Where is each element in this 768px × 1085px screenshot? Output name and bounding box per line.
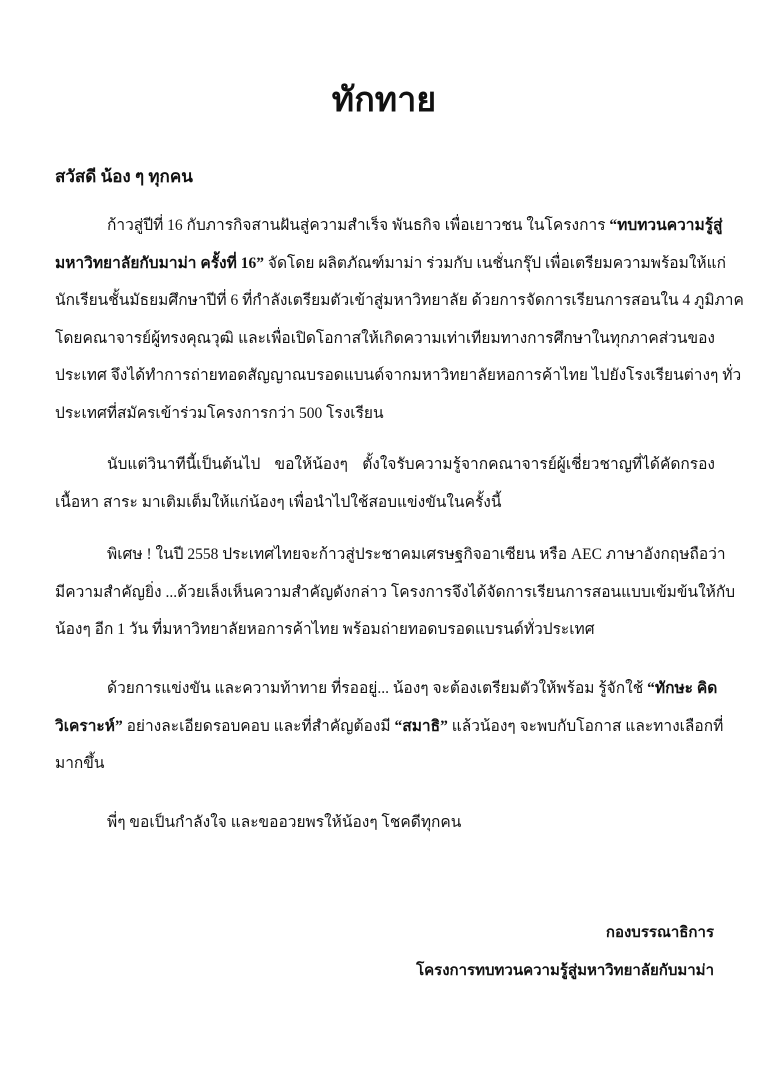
text-line (55, 677, 718, 715)
text-segment: มีความสำคัญยิ่ง ...ด้วยเล็งเห็นความสำคัญดังกล่าว โครงการจึงได้จัดการเรียนการสอนแบบเข้มข้นให้กับ (55, 583, 736, 601)
paragraph-5 (55, 811, 715, 849)
paragraph-2 (55, 453, 715, 528)
text-segment: นักเรียนชั้นมัธยมศึกษาปีที่ 6 ที่กำลังเตรียมตัวเข้าสู่มหาวิทยาลัย ด้วยการจัดการเรียนการสอนใน 4 ภูมิภาค (55, 292, 744, 309)
text-line (55, 252, 726, 290)
text-line (55, 214, 723, 252)
paragraph-4 (55, 677, 724, 790)
signature-editorial: กองบรรณาธิการ (605, 925, 714, 941)
bold-text: “ทักษะ คิด (647, 680, 718, 697)
text-line (55, 491, 715, 529)
text-segment: แล้วน้องๆ จะพบกับโอกาส และทางเลือกที่ (447, 717, 724, 735)
text-segment: ก้าวสู่ปีที่ 16 กับภารกิจสานฝันสู่ความสำเร็จ พันธกิจ เพื่อเยาวชน ในโครงการ (107, 217, 610, 234)
text-line (55, 402, 715, 440)
text-segment: ประเทศ จึงได้ทำการถ่ายทอดสัญญาณบรอดแบนด์จากมหาวิทยาลัยหอการค้าไทย ไปยังโรงเรียนต่างๆ ทั่ว (55, 367, 742, 384)
text-segment: อย่างละเอียดรอบคอบ และที่สำคัญต้องมี (122, 717, 395, 735)
bold-text: “สมาธิ” (394, 717, 448, 735)
page-title: ทักทาย (331, 82, 437, 119)
text-line (55, 364, 742, 402)
bold-text: มหาวิทยาลัยกับมาม่า ครั้งที่ 16” (55, 254, 264, 272)
greeting: สวัสดี น้อง ๆ ทุกคน (55, 167, 193, 186)
text-line (55, 752, 715, 790)
text-line (55, 811, 715, 849)
text-segment: ประเทศที่สมัครเข้าร่วมโครงการกว่า 500 โรงเรียน (55, 404, 384, 422)
text-segment: น้องๆ อีก 1 วัน ที่มหาวิทยาลัยหอการค้าไทย พร้อมถ่ายทอดบรอดแบรนด์ทั่วประเทศ (55, 621, 595, 638)
text-segment: เนื้อหา สาระ มาเติมเต็มให้แก่น้องๆ เพื่อนำไปใช้สอบแข่งขันในครั้งนี้ (55, 493, 502, 511)
bold-text: “ทบทวนความรู้สู่ (609, 217, 723, 234)
text-segment: โดยคณาจารย์ผู้ทรงคุณวุฒิ และเพื่อเปิดโอกาสให้เกิดความเท่าเทียมทางการศึกษาในทุกภาคส่วนของ (55, 329, 715, 347)
text-segment: พิเศษ ! ในปี 2558 ประเทศไทยจะก้าวสู่ประชาคมเศรษฐกิจอาเซียน หรือ AEC ภาษาอังกฤษถือว่า (107, 546, 726, 563)
text-segment: นับแต่วินาทีนี้เป็นต้นไป ขอให้น้องๆ ตั้งใจรับความรู้จากคณาจารย์ผู้เชี่ยวชาญที่ได้คัดกรอง (107, 456, 715, 473)
text-line (55, 327, 715, 365)
text-line (55, 581, 736, 619)
paragraph-3 (55, 543, 736, 656)
text-line (55, 453, 715, 491)
signature-project: โครงการทบทวนความรู้สู่มหาวิทยาลัยกับมาม่า (416, 963, 714, 979)
text-segment: มากขึ้น (55, 755, 105, 772)
text-line (55, 543, 726, 581)
text-line (55, 715, 724, 753)
text-line (55, 289, 744, 327)
text-line (55, 618, 715, 656)
text-segment: ด้วยการแข่งขัน และความท้าทาย ที่รออยู่... น้องๆ จะต้องเตรียมตัวให้พร้อม รู้จักใช้ (107, 680, 648, 697)
text-segment: พี่ๆ ขอเป็นกำลังใจ และขออวยพรให้น้องๆ โชคดีทุกคน (107, 814, 462, 831)
text-segment: จัดโดย ผลิตภัณฑ์มาม่า ร่วมกับ เนชั่นกรุ๊ป เพื่อเตรียมความพร้อมให้แก่ (263, 254, 726, 272)
paragraph-1 (55, 214, 744, 439)
bold-text: วิเคราะห์” (55, 717, 123, 735)
